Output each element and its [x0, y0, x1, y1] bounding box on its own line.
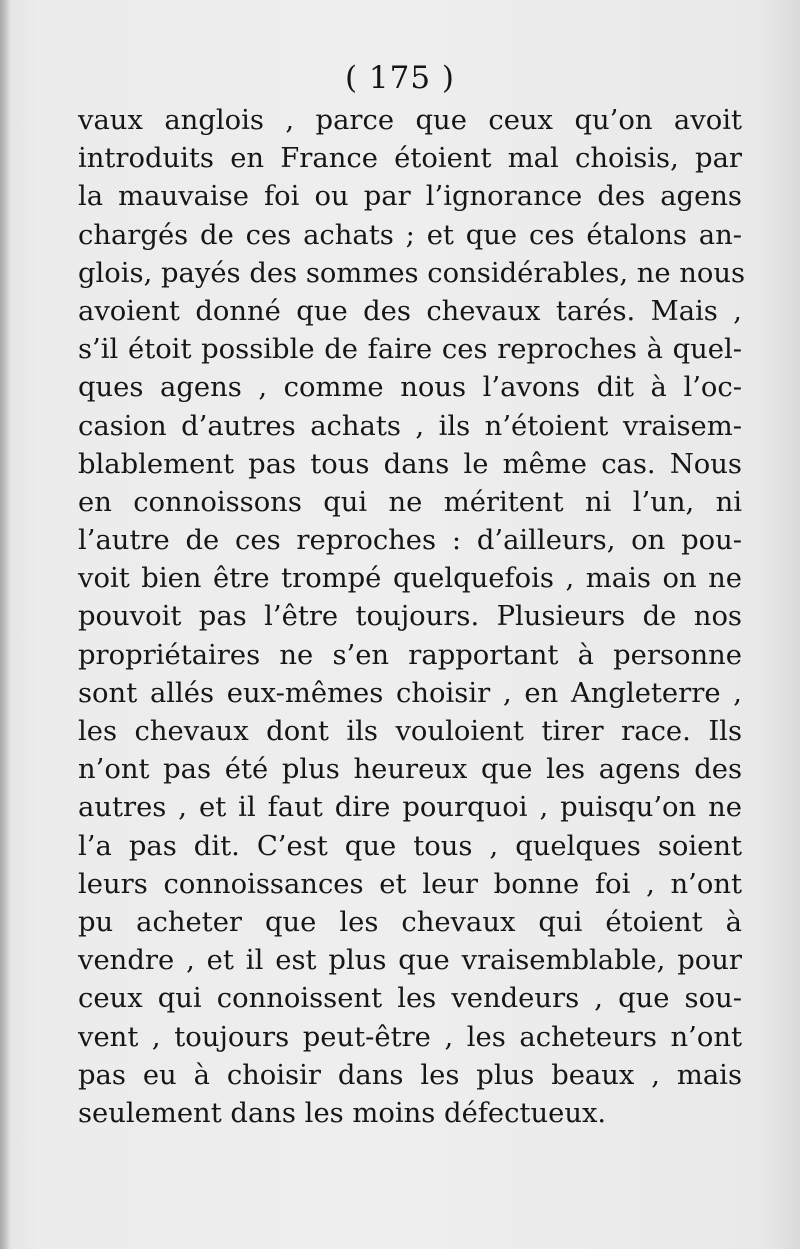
text-line: vaux anglois , parce que ceux qu’on avoit [78, 105, 742, 136]
text-line: s’il étoit possible de faire ces reproches à quel- [78, 334, 742, 366]
text-line: ceux qui connoissent les vendeurs , que sou- [78, 983, 742, 1015]
text-line: casion d’autres achats , ils n’étoient vraisem- [78, 410, 742, 442]
text-line: introduits en France étoient mal choisis, par [78, 143, 742, 175]
body-text [78, 102, 746, 1133]
text-line: chargés de ces achats ; et que ces étalons an- [78, 219, 742, 251]
page-number: ( 175 ) [344, 60, 456, 96]
text-line: ques agens , comme nous l’avons dit à l’oc- [78, 372, 742, 404]
text-line: autres , et il faut dire pourquoi , puisqu’on ne [78, 792, 742, 824]
text-line: pas eu à choisir dans les plus beaux , mais [78, 1059, 742, 1091]
binding-shadow [0, 0, 10, 1249]
text-line: l’a pas dit. C’est que tous , quelques soient [78, 830, 742, 862]
text-line: vendre , et il est plus que vraisemblable, pour [78, 945, 742, 977]
text-line: l’autre de ces reproches : d’ailleurs, on pou- [78, 525, 742, 557]
text-line: pu acheter que les chevaux qui étoient à [78, 906, 742, 938]
text-line: vent , toujours peut-être , les acheteurs n’ont [78, 1021, 742, 1053]
text-line: blablement pas tous dans le même cas. Nous [78, 448, 742, 480]
text-line: les chevaux dont ils vouloient tirer race. Ils [78, 716, 742, 747]
text-line: sont allés eux-mêmes choisir , en Angleterre , [78, 677, 742, 709]
text-line: glois, payés des sommes considérables, ne nous [78, 257, 746, 289]
text-line: en connoissons qui ne méritent ni l’un, ni [78, 486, 742, 518]
text-line: n’ont pas été plus heureux que les agens des [78, 754, 742, 786]
text-line: avoient donné que des chevaux tarés. Mais , [78, 295, 742, 327]
text-line: voit bien être trompé quelquefois , mais on ne [78, 563, 742, 595]
text-line: pouvoit pas l’être toujours. Plusieurs de nos [78, 601, 742, 633]
text-line: propriétaires ne s’en rapportant à personne [78, 639, 742, 671]
text-line: seulement dans les moins défectueux. [78, 1097, 607, 1129]
text-line: leurs connoissances et leur bonne foi , n’ont [78, 868, 742, 900]
text-line: la mauvaise foi ou par l’ignorance des agens [78, 181, 742, 213]
